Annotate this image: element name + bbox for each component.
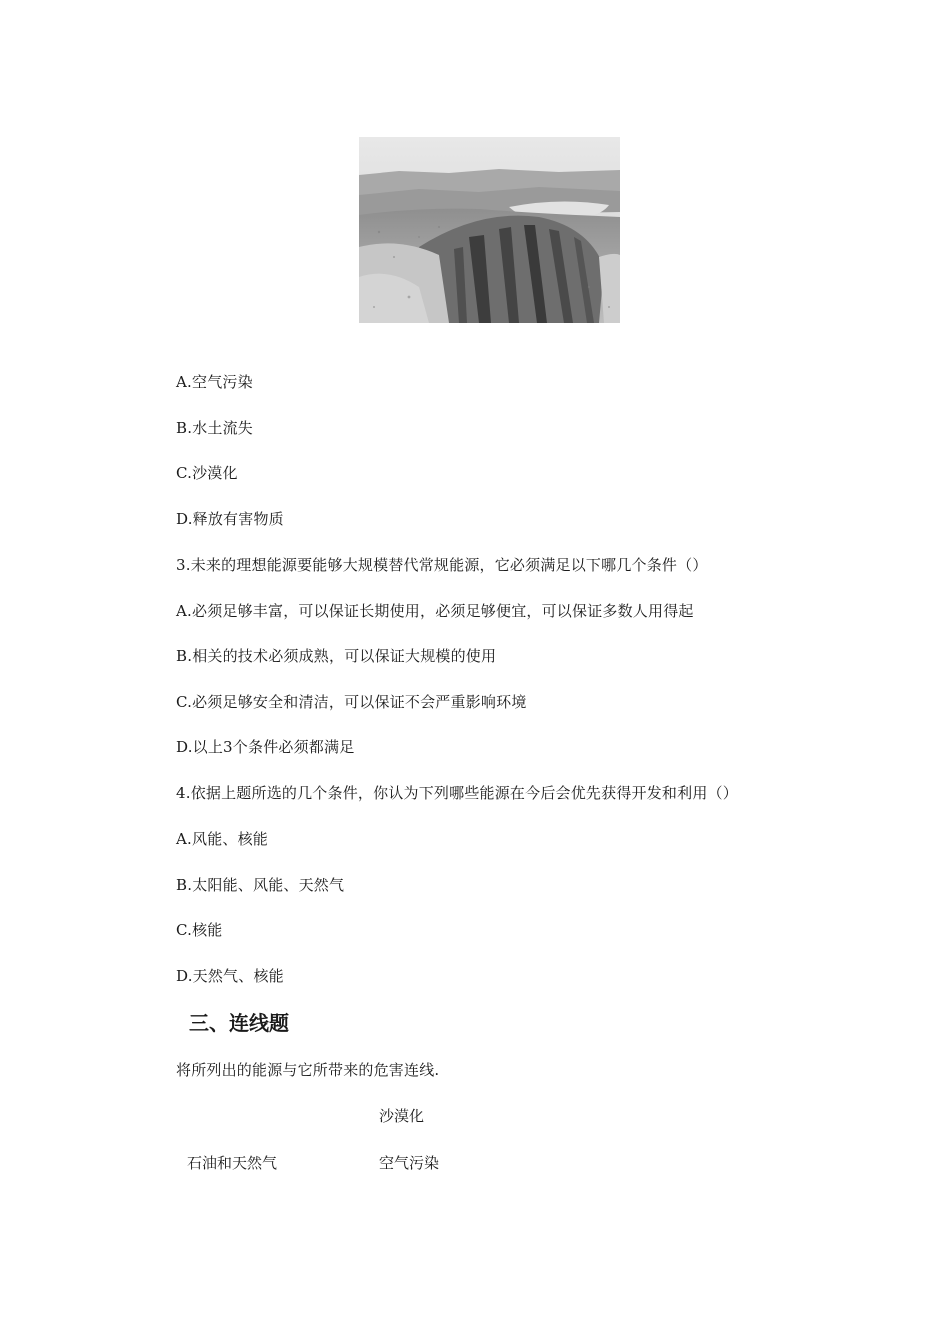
q3-option-d: D.以上3个条件必须都满足 — [176, 738, 355, 756]
q4-stem: 4.依据上题所选的几个条件，你认为下列哪些能源在今后会优先获得开发和利用（） — [176, 784, 738, 802]
q3-option-c: C.必须足够安全和清洁，可以保证不会严重影响环境 — [176, 693, 527, 711]
q2-option-a: A.空气污染 — [176, 373, 253, 391]
q4-option-c: C.核能 — [176, 921, 223, 939]
q2-option-b: B.水土流失 — [176, 419, 253, 437]
q2-option-d: D.释放有害物质 — [176, 510, 284, 528]
match-left-item: 石油和天然气 — [187, 1154, 278, 1172]
q3-stem: 3.未来的理想能源要能够大规模替代常规能源，它必须满足以下哪几个条件（） — [176, 556, 708, 574]
q4-option-a: A.风能、核能 — [176, 830, 269, 848]
q2-option-c: C.沙漠化 — [176, 464, 238, 482]
q4-option-d: D.天然气、核能 — [176, 967, 284, 985]
section-instruction: 将所列出的能源与它所带来的危害连线. — [176, 1061, 440, 1079]
erosion-landscape-photo — [359, 137, 620, 323]
match-right-item: 沙漠化 — [379, 1107, 425, 1125]
section-heading: 三、连线题 — [189, 1011, 289, 1035]
q4-option-b: B.太阳能、风能、天然气 — [176, 876, 345, 894]
q3-option-b: B.相关的技术必须成熟，可以保证大规模的使用 — [176, 647, 497, 665]
q3-option-a: A.必须足够丰富，可以保证长期使用，必须足够便宜，可以保证多数人用得起 — [176, 602, 694, 620]
match-right-item: 空气污染 — [379, 1154, 440, 1172]
